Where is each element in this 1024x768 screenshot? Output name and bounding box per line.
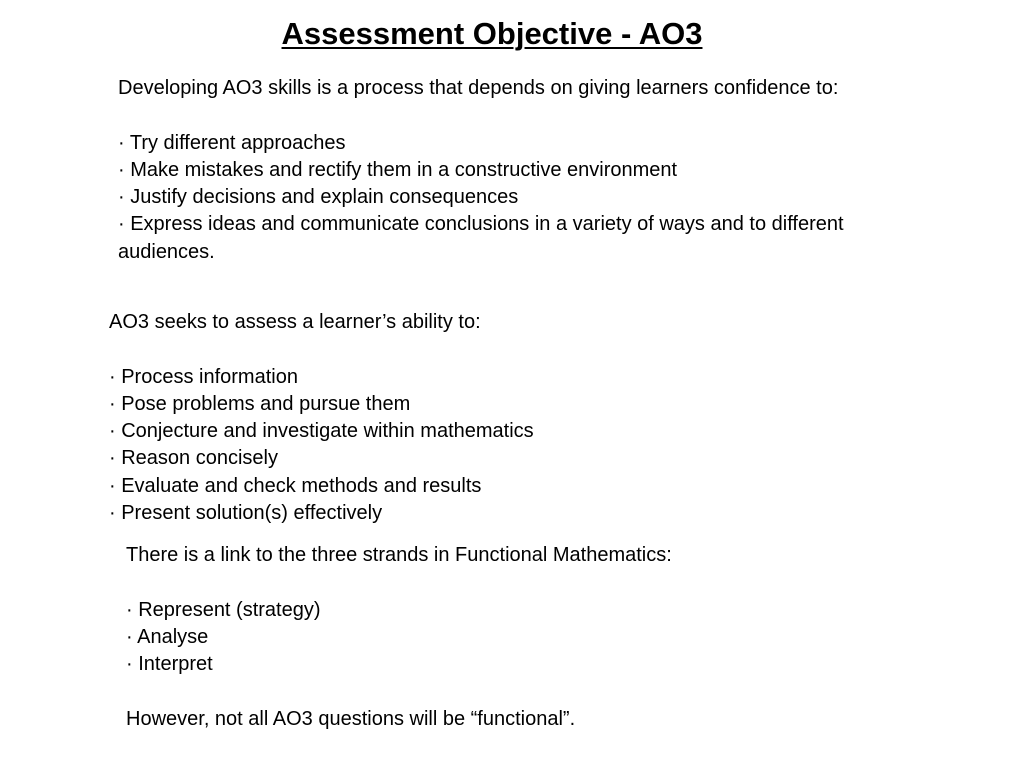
- spacer: [126, 569, 826, 596]
- list-item: · Reason concisely: [109, 447, 278, 470]
- ao3-skills-block: [118, 75, 878, 266]
- list-item: · Process information: [109, 365, 298, 388]
- spacer: [126, 678, 826, 705]
- functional-maths-intro: There is a link to the three strands in Functional Mathematics:: [126, 544, 672, 566]
- list-item: · Express ideas and communicate conclusions in a variety of ways and to different audiences.: [118, 213, 844, 263]
- functional-maths-list: [126, 597, 826, 679]
- list-item: · Analyse: [126, 625, 209, 648]
- list-item: · Try different approaches: [118, 131, 346, 154]
- list-item: · Conjecture and investigate within mathematics: [109, 420, 534, 443]
- functional-maths-block: [126, 542, 826, 733]
- list-item: · Interpret: [126, 653, 213, 676]
- spacer: [109, 336, 809, 363]
- ao3-assessment-intro: AO3 seeks to assess a learner’s ability to:: [109, 311, 481, 333]
- ao3-assessment-block: [109, 309, 809, 527]
- list-item: · Justify decisions and explain consequences: [118, 186, 519, 209]
- ao3-assessment-list: [109, 364, 809, 528]
- list-item: · Represent (strategy): [126, 598, 321, 621]
- ao3-skills-intro: Developing AO3 skills is a process that depends on giving learners confidence to:: [118, 77, 839, 99]
- slide-title: Assessment Objective - AO3: [281, 16, 703, 51]
- functional-maths-closing: However, not all AO3 questions will be “functional”.: [126, 707, 576, 730]
- list-item: · Make mistakes and rectify them in a constructive environment: [118, 158, 678, 181]
- list-item: · Present solution(s) effectively: [109, 502, 383, 525]
- list-item: · Pose problems and pursue them: [109, 392, 411, 415]
- ao3-skills-list: [118, 130, 878, 266]
- list-item: · Evaluate and check methods and results: [109, 474, 482, 497]
- spacer: [118, 102, 878, 129]
